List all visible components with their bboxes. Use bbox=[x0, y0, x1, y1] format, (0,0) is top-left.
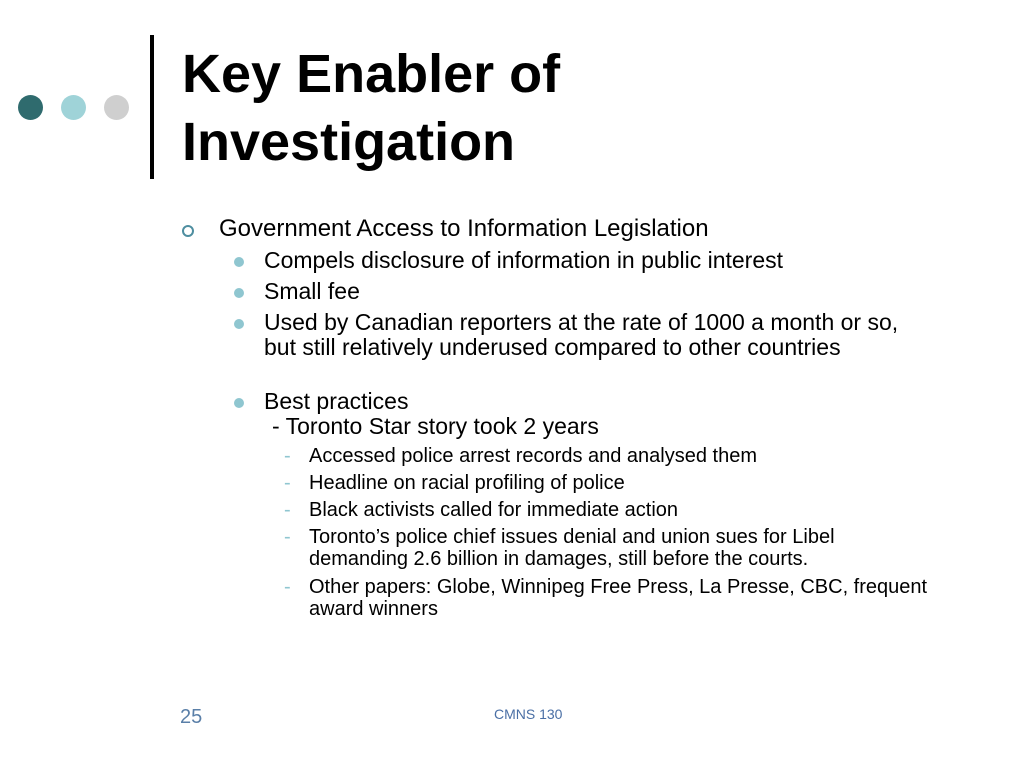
bullet-level3: Black activists called for immediate action bbox=[309, 499, 679, 521]
slide-number: 25 bbox=[180, 706, 203, 728]
decor-dot-light bbox=[61, 95, 86, 120]
dot-bullet-icon bbox=[234, 257, 244, 267]
title-divider bbox=[150, 35, 154, 179]
decor-dot-grey bbox=[104, 95, 129, 120]
dash-bullet-icon: - bbox=[284, 472, 291, 494]
bullet-level3: Other papers: Globe, Winnipeg Free Press, La Presse, CBC, frequent award winners bbox=[309, 576, 928, 620]
dot-bullet-icon bbox=[234, 288, 244, 298]
bullet-level3: Headline on racial profiling of police bbox=[309, 472, 625, 494]
dash-bullet-icon: - bbox=[284, 526, 291, 548]
best-practices-sub: - Toronto Star story took 2 years bbox=[272, 413, 599, 439]
footer-text: CMNS 130 bbox=[494, 706, 563, 722]
best-practices-label: Best practices bbox=[264, 388, 409, 414]
bullet-level3: Accessed police arrest records and analysed them bbox=[309, 445, 758, 467]
bullet-level3: Toronto’s police chief issues denial and union sues for Libel demanding 2.6 billion in damages, still before the courts. bbox=[309, 526, 835, 570]
dot-bullet-icon bbox=[234, 398, 244, 408]
dash-bullet-icon: - bbox=[284, 499, 291, 521]
circle-bullet-icon bbox=[182, 225, 194, 237]
title-line-1: Key Enabler of bbox=[182, 44, 561, 104]
title-line-2: Investigation bbox=[182, 112, 516, 172]
dot-bullet-icon bbox=[234, 319, 244, 329]
decor-dot-dark bbox=[18, 95, 43, 120]
dash-bullet-icon: - bbox=[284, 576, 291, 598]
dash-bullet-icon: - bbox=[284, 445, 291, 467]
bullet-level1: Government Access to Information Legislation bbox=[219, 215, 709, 242]
bullet-level2: Compels disclosure of information in public interest bbox=[264, 247, 784, 273]
bullet-level2-best-practices bbox=[264, 389, 954, 439]
bullet-level2: Small fee bbox=[264, 278, 360, 304]
bullet-level2: Used by Canadian reporters at the rate of 1000 a month or so, but still relatively underused compared to other countries bbox=[264, 309, 899, 360]
slide-title bbox=[182, 40, 982, 176]
